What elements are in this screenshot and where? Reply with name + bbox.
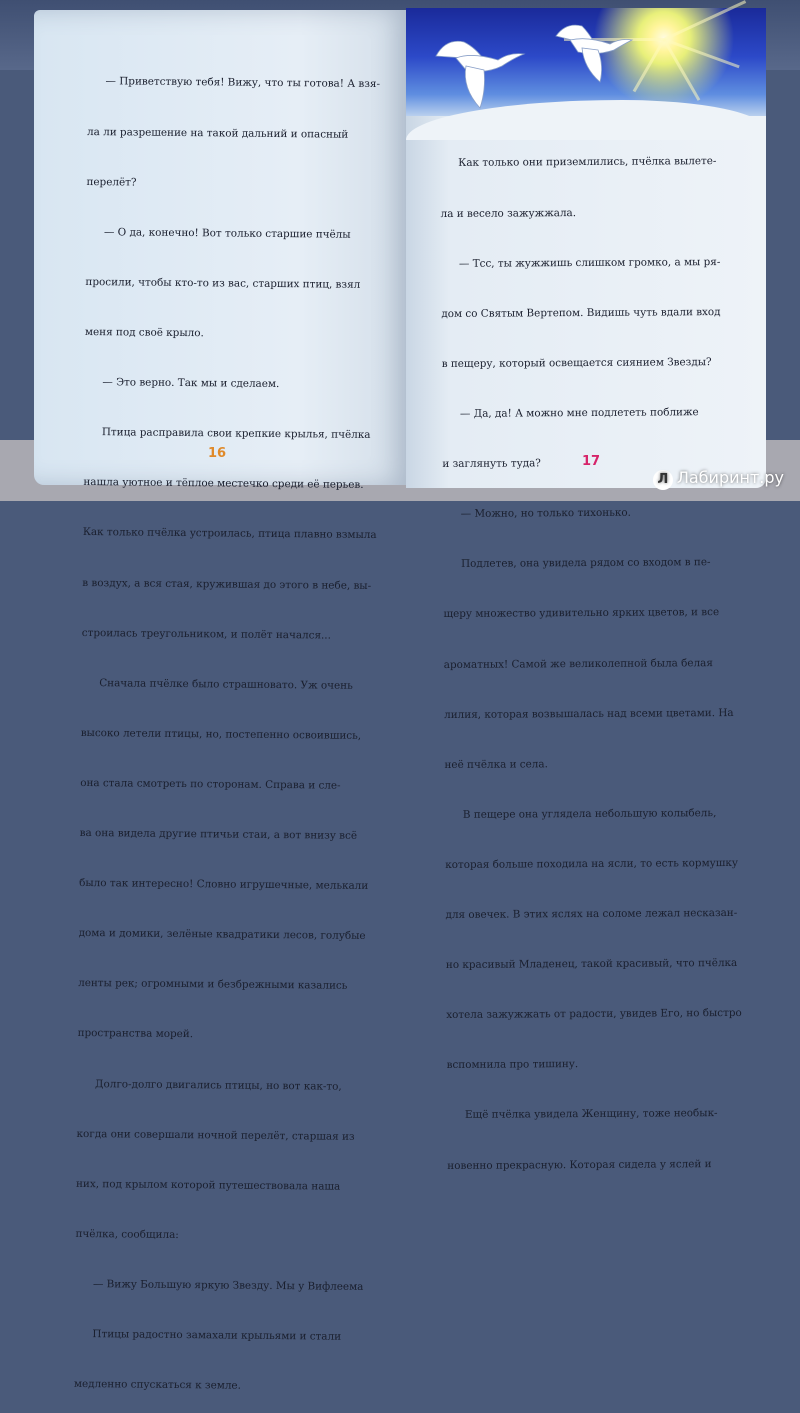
text-line: Подлетев, она увидела рядом со входом в пе- (461, 556, 711, 571)
text-line: В пещере она углядела небольшую колыбель, (462, 806, 717, 821)
text-line: строилась треугольником, и полёт начался... (81, 626, 332, 642)
text-line: в пещеру, который освещается сиянием Звезды? (441, 355, 712, 370)
page-number-right: 17 (582, 454, 601, 469)
swan-left (436, 41, 524, 108)
text-line: в воздух, а вся стая, кружившая до этого в небе, вы- (82, 576, 372, 592)
text-line: Ещё пчёлка увидела Женщину, тоже необык- (464, 1107, 718, 1122)
text-line: дома и домики, зелёные квадратики лесов, голубые (78, 927, 366, 943)
text-line: них, под крылом которой путешествовала наша (75, 1177, 341, 1193)
text-line: ла и весело зажужжала. (440, 206, 577, 220)
text-line: ла ли разрешение на такой дальний и опасный (86, 125, 349, 141)
text-line: Долго-долго двигались птицы, но вот как-то, (95, 1077, 342, 1093)
text-line: ленты рек; огромными и безбрежными казались (78, 977, 348, 993)
text-line: щеру множество удивительно ярких цветов, и все (443, 606, 720, 621)
text-line: ва она видела другие птичьи стаи, а вот внизу всё (79, 827, 358, 842)
text-line: дом со Святым Вертепом. Видишь чуть вдали вход (441, 305, 721, 320)
text-line: она стала смотреть по сторонам. Справа и сле- (80, 776, 341, 792)
text-line: и заглянуть туда? (442, 457, 541, 471)
watermark (653, 468, 784, 490)
text-line: высоко летели птицы, но, постепенно освоившись, (80, 726, 362, 742)
page-number-left: 16 (208, 446, 227, 461)
text-line: меня под своё крыло. (84, 325, 204, 340)
text-line: Как только они приземлились, пчёлка вылете- (458, 155, 717, 170)
text-line: Птица расправила свои крепкие крылья, пчёлка (101, 426, 371, 442)
text-line: перелёт? (86, 175, 137, 189)
text-line: новенно прекрасную. Которая сидела у яслей и (447, 1157, 712, 1172)
text-line: — Тсс, ты жужжишь слишком громко, а мы ря- (458, 255, 721, 270)
text-line: — Это верно. Так мы и сделаем. (102, 376, 280, 391)
text-line: пчёлка, сообщила: (75, 1227, 179, 1241)
left-page-text (74, 40, 382, 1413)
text-line: нашла уютное и тёплое местечко среди её перьев. (83, 476, 364, 492)
text-line: для овечек. В этих яслях на соломе лежал несказан- (445, 906, 738, 922)
text-line: но красивый Младенец, такой красивый, что пчёлка (445, 957, 738, 972)
text-line: — Приветствую тебя! Вижу, что ты готова! А взя- (105, 75, 381, 91)
text-line: Как только пчёлка устроилась, птица плавно взмыла (82, 526, 377, 542)
text-line: — О да, конечно! Вот только старшие пчёлы (103, 225, 351, 241)
text-line: — Да, да! А можно мне подлететь поближе (459, 406, 699, 420)
text-line: пространства морей. (77, 1027, 194, 1041)
text-line: Сначала пчёлке было страшновато. Уж очень (99, 676, 353, 692)
text-line: лилия, которая возвышалась над всеми цветами. На (444, 706, 734, 721)
text-line: которая больше походила на ясли, то есть кормушку (445, 856, 739, 871)
text-line: было так интересно! Словно игрушечные, мелькали (79, 877, 369, 893)
right-page-text (440, 120, 743, 1191)
text-line: просили, чтобы кто-то из вас, старших птиц, взял (85, 275, 361, 291)
text-line: медленно спускаться к земле. (73, 1378, 241, 1392)
text-line: неё пчёлка и села. (444, 757, 548, 771)
watermark-text: Лабиринт.ру (676, 468, 784, 487)
text-line: — Вижу Большую яркую Звезду. Мы у Вифлеема (92, 1278, 364, 1293)
text-line: Птицы радостно замахали крыльями и стали (92, 1328, 342, 1343)
swan-right (556, 25, 632, 82)
text-line: — Можно, но только тихонько. (460, 506, 631, 521)
labyrinth-logo-icon: Л (653, 470, 673, 490)
text-line: вспомнила про тишину. (446, 1058, 579, 1072)
text-line: хотела зажужжать от радости, увидев Его, но быстро (446, 1007, 742, 1022)
text-line: ароматных! Самой же великолепной была белая (443, 656, 713, 671)
text-line: когда они совершали ночной перелёт, старшая из (76, 1127, 355, 1143)
